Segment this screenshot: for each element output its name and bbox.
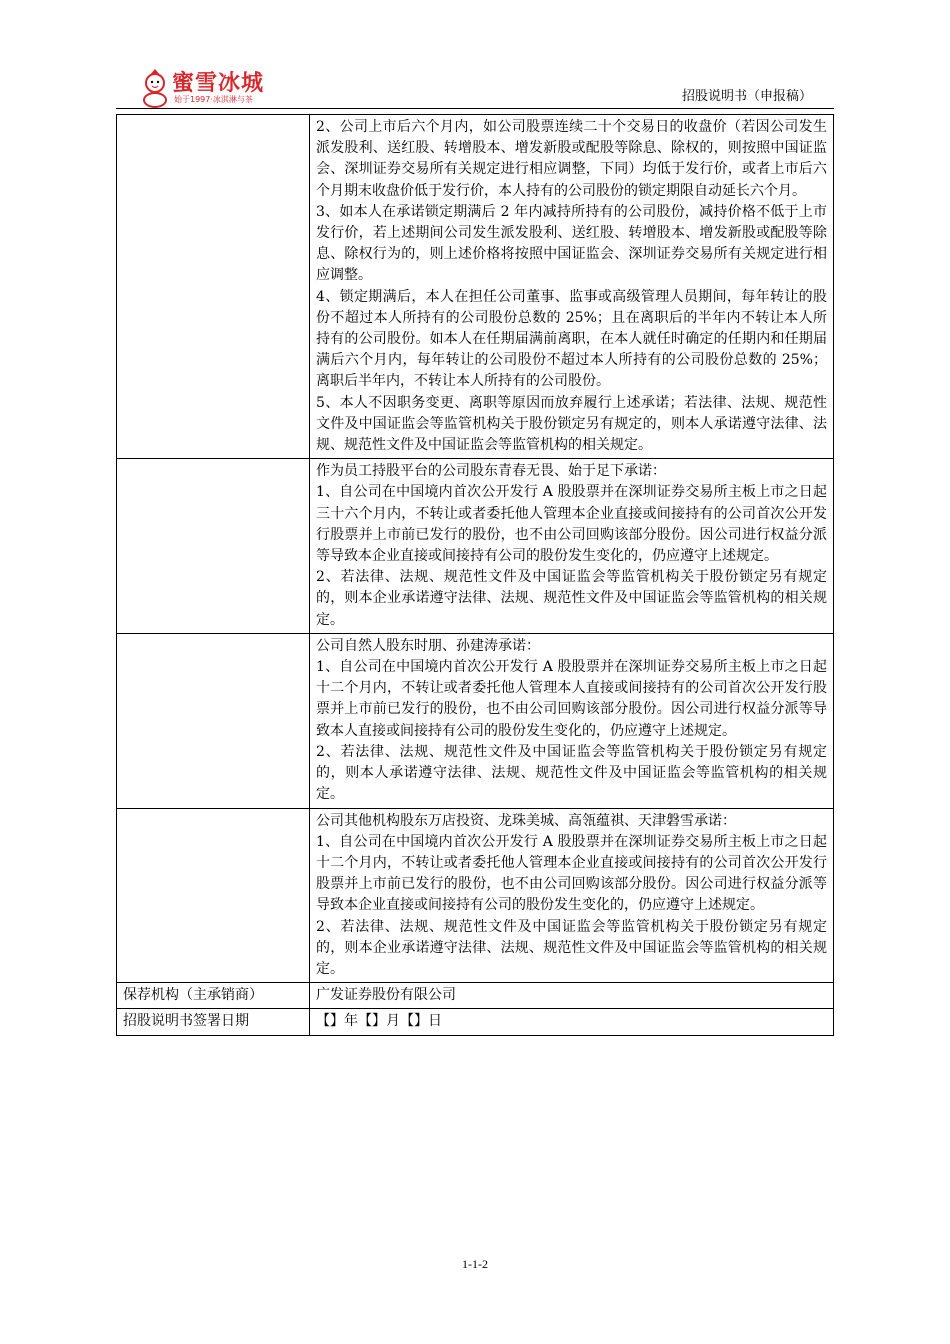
paragraph: 2、公司上市后六个月内，如公司股票连续二十个交易日的收盘价（若因公司发生派发股利、送红股、转增股本、增发新股或配股等除息、除权的，则按照中国证监会、深圳证券交易所有关规定进行相应调整，下同）均低于发行价，或者上市后六个月期末收盘价低于发行价，本人持有的公司股份的锁定期限自动延长六个月。: [316, 119, 827, 199]
header-divider: [116, 108, 834, 109]
lockup-commitment-cell: [310, 115, 834, 459]
paragraph: 2、若法律、法规、规范性文件及中国证监会等监管机构关于股份锁定另有规定的，则本人承诺遵守法律、法规、规范性文件及中国证监会等监管机构的相关规定。: [316, 743, 827, 803]
signing-date-label: 招股说明书签署日期: [117, 1009, 310, 1035]
sponsor-label: 保荐机构（主承销商）: [117, 983, 310, 1009]
empty-label-cell: [117, 459, 310, 634]
paragraph: 1、自公司在中国境内首次公开发行 A 股股票并在深圳证券交易所主板上市之日起十二个月内，不转让或者委托他人管理本企业直接或间接持有的公司首次公开发行股票并上市前已发行的股份，也不由公司回购该部分股份。因公司进行权益分派等导致本企业直接或间接持有公司的股份发生变化的，仍应遵守上述规定。: [316, 833, 827, 914]
table-row: [117, 115, 834, 459]
logo-tagline: 始于1997·冰淇淋与茶: [174, 95, 253, 104]
paragraph: 3、如本人在承诺锁定期满后 2 年内减持所持有的公司股份，减持价格不低于上市发行价，若上述期间公司发生派发股利、送红股、转增股本、增发新股或配股等除息、除权行为的，则上述价格将按照中国证监会、深圳证券交易所有关规定进行相应调整。: [316, 203, 827, 284]
paragraph: 公司自然人股东时朋、孙建涛承诺：: [316, 637, 540, 654]
signing-date-value: 【】年【】月【】日: [310, 1009, 834, 1035]
paragraph: 2、若法律、法规、规范性文件及中国证监会等监管机构关于股份锁定另有规定的，则本企业承诺遵守法律、法规、规范性文件及中国证监会等监管机构的相关规定。: [316, 918, 827, 977]
paragraph: 5、本人不因职务变更、离职等原因而放弃履行上述承诺；若法律、法规、规范性文件及中国证监会等监管机构关于股份锁定另有规定的，则本人承诺遵守法律、法规、规范性文件及中国证监会等监管机构的相关规定。: [316, 394, 827, 454]
mascot-icon: [140, 68, 170, 108]
table-row: [117, 808, 834, 983]
sponsor-value: 广发证券股份有限公司: [310, 983, 834, 1009]
paragraph: 1、自公司在中国境内首次公开发行 A 股股票并在深圳证券交易所主板上市之日起三十六个月内，不转让或者委托他人管理本企业直接或间接持有的公司首次公开发行股票并上市前已发行的股份，也不由公司回购该部分股份。因公司进行权益分派等导致本企业直接或间接持有公司的股份发生变化的，仍应遵守上述规定。: [316, 484, 827, 565]
institutional-commitment-cell: [310, 808, 834, 983]
paragraph: 1、自公司在中国境内首次公开发行 A 股股票并在深圳证券交易所主板上市之日起十二个月内，不转让或者委托他人管理本人直接或间接持有的公司首次公开发行股票并上市前已发行的股份，也不由公司回购该部分股份。因公司进行权益分派等导致本人直接或间接持有公司的股份发生变化的，仍应遵守上述规定。: [316, 659, 827, 739]
natural-person-commitment-cell: [310, 633, 834, 808]
employee-platform-commitment-cell: [310, 459, 834, 634]
company-logo: [140, 66, 270, 110]
empty-label-cell: [117, 808, 310, 983]
empty-label-cell: [117, 633, 310, 808]
table-row: [117, 459, 834, 634]
table-row: [117, 1009, 834, 1035]
page-number: 1-1-2: [462, 1257, 488, 1271]
document-title: 招股说明书（申报稿）: [681, 89, 812, 104]
commitments-table: [116, 114, 834, 1036]
paragraph: 公司其他机构股东万店投资、龙珠美城、高瓴蕴祺、天津磐雪承诺：: [316, 812, 736, 829]
paragraph: 4、锁定期满后，本人在担任公司董事、监事或高级管理人员期间，每年转让的股份不超过本人所持有的公司股份总数的 25%；且在离职后的半年内不转让本人所持有的公司股份。如本人在任期届满前离职，在本人就任时确定的任期内和任期届满后六个月内，每年转让的公司股份不超过本人所持有的公司股份总数的 25%；离职后半年内，不转让本人所持有的公司股份。: [316, 288, 827, 390]
table-row: [117, 983, 834, 1009]
empty-label-cell: [117, 115, 310, 459]
table-row: [117, 633, 834, 808]
logo-wordmark: 蜜雪冰城: [172, 71, 265, 96]
paragraph: 2、若法律、法规、规范性文件及中国证监会等监管机构关于股份锁定另有规定的，则本企业承诺遵守法律、法规、规范性文件及中国证监会等监管机构的相关规定。: [316, 569, 827, 628]
paragraph: 作为员工持股平台的公司股东青春无畏、始于足下承诺：: [316, 463, 666, 480]
